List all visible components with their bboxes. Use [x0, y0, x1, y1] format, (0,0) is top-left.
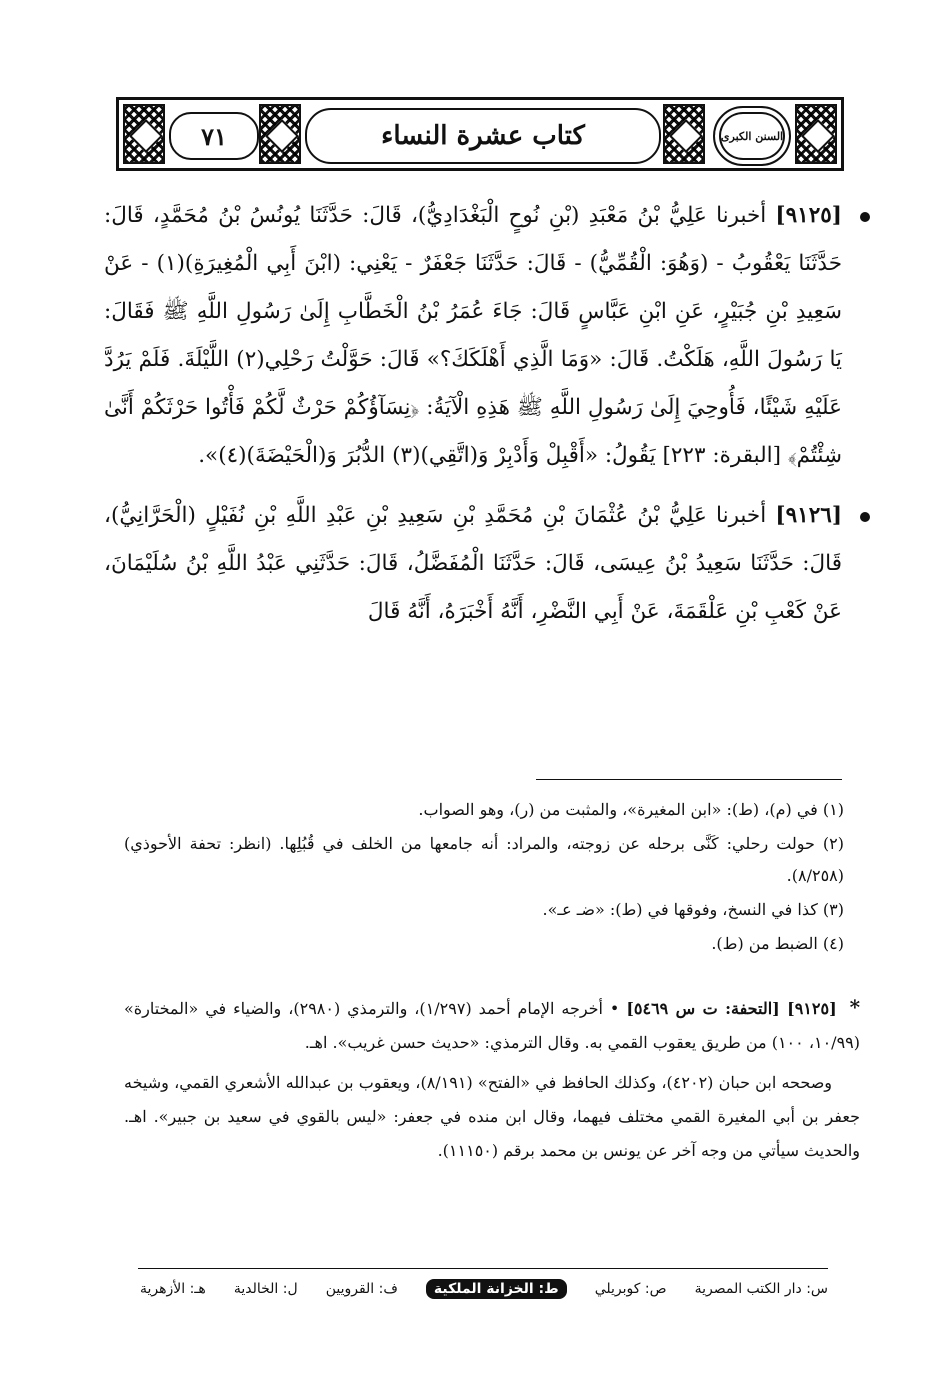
manuscript-key-item: ص: كوبريلي — [594, 1281, 667, 1297]
ornament-right-outer — [795, 104, 837, 164]
manuscript-key-item-highlighted: ط: الخزانة الملكية — [426, 1279, 567, 1299]
manuscript-key — [140, 1274, 828, 1304]
footnote: (٣) كذا في النسخ، وفوقها في (ط): «ضـ عـ». — [542, 900, 844, 919]
takhrij-label: [٩١٢٥] [التحفة: ت س ٥٤٦٩] — [626, 999, 837, 1018]
page-number: ٧١ — [169, 112, 259, 160]
hadith-number: [٩١٢٥] — [775, 203, 842, 228]
takhrij-section — [124, 990, 860, 1168]
manuscript-key-item: ل: الخالدية — [233, 1281, 298, 1297]
main-text — [104, 192, 842, 648]
footnotes — [124, 792, 844, 962]
footnote: (٤) الضبط من (ط). — [711, 934, 844, 953]
bullet-icon — [860, 512, 870, 522]
footnote: (١) في (م)، (ط): «ابن المغيرة»، والمثبت من (ر)، وهو الصواب. — [418, 800, 844, 819]
manuscript-key-item: س: دار الكتب المصرية — [694, 1281, 828, 1297]
hadith-text: أخبرنا عَلِيُّ بْنُ عُثْمَانَ بْنِ مُحَمَّدِ بْنِ سَعِيدِ بْنِ عَبْدِ اللَّهِ بْنِ نُفَيْلٍ (الْحَرَّانِيُّ)، قَالَ: حَدَّثَنَا سَعِيدُ بْنُ عِيسَى، قَالَ: حَدَّثَنَا الْمُفَضَّلُ، قَالَ: حَدَّثَنِي عَبْدُ اللَّهِ بْنُ سُلَيْمَانَ، عَنْ كَعْبِ بْنِ عَلْقَمَةَ، عَنْ أَبِي النَّضْرِ، أَنَّهُ أَخْبَرَهُ، أَنَّهُ قَالَ — [104, 503, 842, 624]
manuscript-key-item: هـ: الأزهرية — [140, 1281, 206, 1297]
book-title: كتاب عشرة النساء — [305, 108, 661, 164]
manuscript-key-item: ف: القرويين — [325, 1281, 398, 1297]
hadith-entry — [104, 192, 842, 480]
ornament-left-outer — [123, 104, 165, 164]
hadith-number: [٩١٢٦] — [775, 503, 842, 528]
ornament-left-inner — [259, 104, 301, 164]
star-icon: * — [849, 995, 861, 1019]
hadith-entry — [104, 492, 842, 636]
takhrij-line: • أخرجه الإمام أحمد (١/٢٩٧)، والترمذي (٢٩٨٠)، والضياء في «المختارة» (١٠/٩٩، ١٠٠) من طريق يعقوب القمي به. وقال الترمذي: «حديث حسن غريب». اهـ. — [124, 999, 860, 1052]
takhrij-paragraph: وصححه ابن حبان (٤٢٠٢)، وكذلك الحافظ في «الفتح» (٨/١٩١)، ويعقوب بن عبدالله الأشعري القمي، وشيخه جعفر بن أبي المغيرة القمي مختلف فيهما، وقال ابن منده في جعفر: «ليس بالقوي في سعيد بن جبير». اهـ. والحديث سيأتي من وجه آخر عن يونس بن محمد برقم (١١١٥٠). — [124, 1073, 861, 1160]
page-header — [116, 97, 844, 171]
ornament-right-inner — [663, 104, 705, 164]
footnote: (٢) حولت رحلي: كَنَّى برحله عن زوجته، والمراد: أنه جامعها من الخلف في قُبُلِها. (انظر: تحفة الأحوذي) (٨/٢٥٨). — [124, 834, 844, 885]
emblem-logo: السنن الكبرى — [713, 106, 791, 166]
footnote-divider — [536, 779, 842, 780]
hadith-text: أخبرنا عَلِيُّ بْنُ مَعْبَدِ (بْنِ نُوحٍ الْبَغْدَادِيُّ)، قَالَ: حَدَّثَنَا يُونُسُ بْنُ مُحَمَّدٍ، قَالَ: حَدَّثَنَا يَعْقُوبُ - (وَهُوَ: الْقُمِّيُّ) - قَالَ: حَدَّثَنَا جَعْفَرٌ - يَعْنِي: (ابْنَ أَبِي الْمُغِيرَةِ)(١) - عَنْ سَعِيدِ بْنِ جُبَيْرٍ، عَنِ ابْنِ عَبَّاسٍ قَالَ: جَاءَ عُمَرُ بْنُ الْخَطَّابِ إِلَىٰ رَسُولِ اللَّهِ ﷺ فَقَالَ: يَا رَسُولَ اللَّهِ، هَلَكْتُ. قَالَ: «وَمَا الَّذِي أَهْلَكَكَ؟» قَالَ: حَوَّلْتُ رَحْلِي(٢) اللَّيْلَةَ. فَلَمْ يَرُدَّ عَلَيْهِ شَيْئًا، فَأُوحِيَ إِلَىٰ رَسُولِ اللَّهِ ﷺ هَذِهِ الْآيَةُ: ﴿نِسَآؤُكُمْ حَرْثٌ لَّكُمْ فَأْتُوا حَرْثَكُمْ أَنَّىٰ شِئْتُمْ﴾ [البقرة: ٢٢٣] يَقُولُ: «أَقْبِلْ وَأَدْبِرْ وَ(اتَّقِي)(٣) الدُّبُرَ وَ(الْحَيْضَةَ)(٤)». — [104, 203, 842, 468]
footer-divider — [138, 1268, 828, 1269]
bullet-icon — [860, 212, 870, 222]
